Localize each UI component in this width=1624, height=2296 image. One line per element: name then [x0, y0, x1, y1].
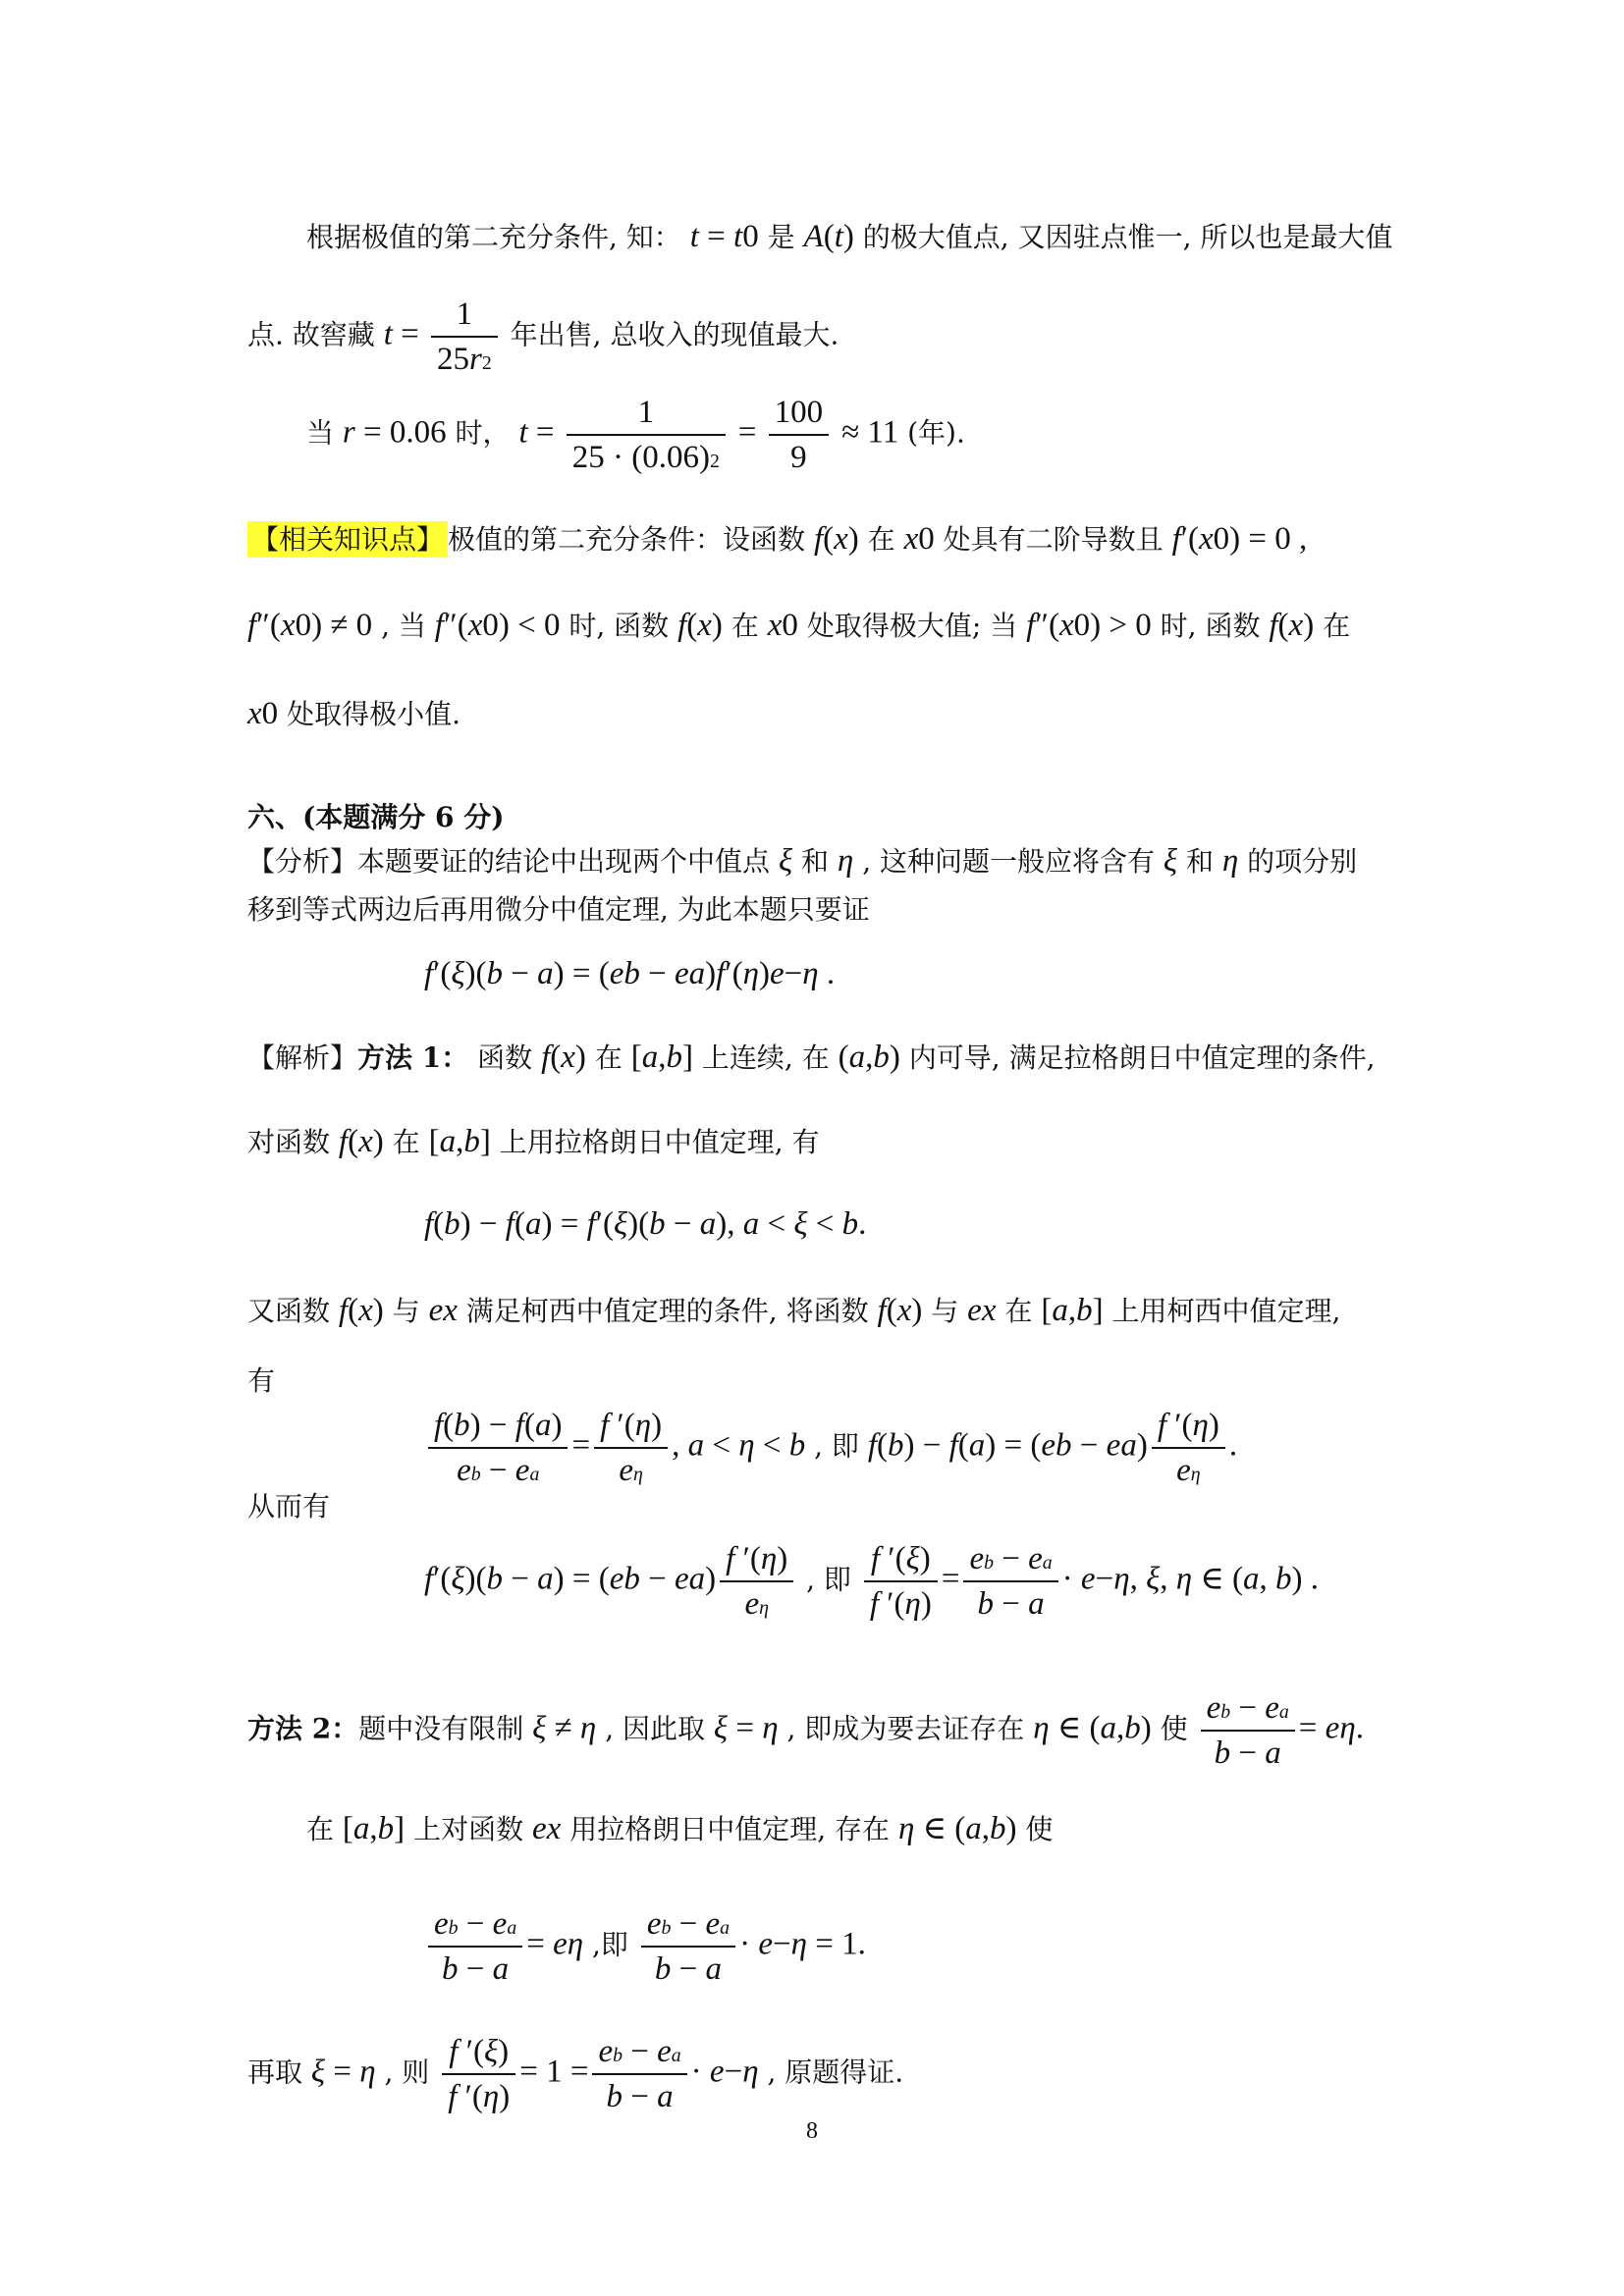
paragraph-line: 【解析】方法 1： 函数 f(x) 在 [a,b] 上连续, 在 (a,b) 内可导, 满足拉格朗日中值定理的条件, — [247, 1040, 1376, 1075]
text: 题中没有限制 — [358, 1712, 524, 1745]
text: 处具有二阶导数且 — [943, 523, 1164, 556]
paragraph-line: 根据极值的第二充分条件, 知： $t = t_0$ 是 A(t) 的极大值点, 又因驻点惟一, 所以也是最大值 — [306, 219, 1393, 254]
text: , 即 — [806, 1563, 851, 1596]
paragraph-line: 当 r = 0.06 时， t = $\frac{1}{25 \cdot (0.06)^2}$ = $\frac{100}{9}$ ≈ 11 (年). — [306, 391, 965, 479]
paragraph-line: 再取 ξ = η , 则 $\frac{f '(\xi)}{f '(\eta)}$ = 1 = $\frac{e^b - e^a}{b - a}$ · $e^{-\eta}$ , 原题得证. — [247, 2030, 903, 2118]
text: 和 — [800, 845, 829, 878]
paragraph-line: 点. 故窖藏 t = $\frac{1}{25r^2}$ 年出售, 总收入的现值最大. — [247, 293, 839, 381]
text: 的极大值点, 又因驻点惟一, 所以也是最大值 — [862, 221, 1393, 253]
text: 函数 — [477, 1041, 533, 1074]
paragraph-line: $f''(x_0) \ne 0$ , 当 $f''(x_0) < 0$ 时, 函数 f(x) 在 $x_0$ 处取得极大值; 当 $f''(x_0) > 0$ 时, 函数 f(x) 在 — [247, 608, 1351, 643]
text: 时， — [455, 416, 511, 450]
text: 的项分别 — [1247, 845, 1358, 878]
fraction: $\frac{1}{25r^2}$ — [431, 293, 498, 381]
text: 上用柯西中值定理, — [1111, 1295, 1341, 1327]
text: , 则 — [384, 2056, 430, 2089]
text: 时, 函数 — [1160, 610, 1261, 642]
math: t — [689, 219, 699, 254]
paragraph-line: 方法 2：题中没有限制 ξ ≠ η , 因此取 ξ = η , 即成为要去证存在 η ∈ (a,b) 使 $\frac{e^b - e^a}{b - a}$ = $e^\eta$. — [247, 1686, 1364, 1775]
page-number: 8 — [806, 2118, 818, 2144]
text: 年出售, 总收入的现值最大. — [510, 318, 839, 351]
equation: $f'(\xi)(b - a) = (e^b - e^a)$ $\frac{f '(\eta)}{e^\eta}$ , 即 $\frac{f '(\xi)}{f '(\eta)}$ = $\frac{e^b - e^a}{b - a}$ · $e^{-\eta}$, ξ, η ∈ (a, b) . — [424, 1537, 1319, 1626]
text: 时, 函数 — [568, 610, 670, 642]
text: 【分析】 — [247, 845, 358, 878]
text: 在 — [867, 523, 895, 556]
text: 使 — [1025, 1813, 1054, 1845]
text: 处取得极小值. — [287, 698, 460, 730]
fraction: $\frac{100}{9}$ — [769, 391, 830, 479]
paragraph-line: 【相关知识点】 极值的第二充分条件：设函数 f(x) 在 $x_0$ 处具有二阶导数且 $f'(x_0) = 0$ , — [247, 522, 1307, 557]
text: 方法 2： — [247, 1712, 359, 1745]
equation: f(b) − f(a) = f′(ξ)(b − a), a < ξ < b. — [424, 1206, 867, 1242]
text: 在 — [594, 1041, 623, 1074]
text: 移到等式两边后再用微分中值定理, 为此本题只要证 — [247, 893, 870, 926]
paragraph-line — [247, 893, 870, 927]
paragraph-line: 对函数 f(x) 在 [a,b] 上用拉格朗日中值定理, 有 — [247, 1124, 820, 1159]
text: ,即 — [592, 1928, 628, 1961]
text: 本题要证的结论中出现两个中值点 — [357, 845, 771, 878]
text: (年). — [907, 416, 965, 450]
text: 根据极值的第二充分条件, 知： — [306, 221, 681, 253]
text: 在 — [306, 1813, 335, 1845]
text: 上连续, 在 — [701, 1041, 830, 1074]
text: 处取得极大值; 当 — [806, 610, 1018, 642]
text: , 当 — [381, 610, 426, 642]
paragraph-line: 在 [a,b] 上对函数 $e^x$ 用拉格朗日中值定理, 存在 η ∈ (a,b) 使 — [306, 1811, 1054, 1846]
text: 是 — [767, 221, 795, 253]
text: 满足柯西中值定理的条件, 将函数 — [465, 1295, 869, 1327]
text: , 原题得证. — [767, 2056, 904, 2089]
text: 与 — [931, 1295, 959, 1327]
text: 和 — [1185, 845, 1214, 878]
paragraph-line: 从而有 — [247, 1490, 331, 1522]
equation: $\frac{f(b) - f(a)}{e^b - e^a}$ = $\frac{f '(\eta)}{e^\eta}$ , a < η < b , 即 $f(b) - f(a) = (e^b - e^a)$ $\frac{f '(\eta)}{e^\eta}$ . — [424, 1404, 1237, 1492]
text: 再取 — [247, 2056, 303, 2089]
text: 使 — [1160, 1712, 1188, 1745]
fraction: $\frac{1}{25 \cdot (0.06)^2}$ — [567, 391, 726, 479]
text: 在 — [1004, 1295, 1033, 1327]
paragraph-line: 【分析】本题要证的结论中出现两个中值点 ξ 和 η , 这种问题一般应将含有 ξ 和 η 的项分别 — [247, 843, 1358, 879]
equation: $\frac{e^b - e^a}{b - a}$ = $e^\eta$ ,即 $\frac{e^b - e^a}{b - a}$ · $e^{-\eta} = 1$. — [424, 1902, 866, 1991]
text: 在 — [392, 1126, 420, 1158]
section-title: 六、(本题满分 6 分) — [247, 801, 505, 833]
text: 上用拉格朗日中值定理, 有 — [499, 1126, 820, 1158]
text: 方法 1： — [357, 1041, 469, 1074]
text: 点. 故窖藏 — [247, 318, 375, 351]
text: 用拉格朗日中值定理, 存在 — [569, 1813, 891, 1845]
text: 又函数 — [247, 1295, 331, 1327]
text: , 即成为要去证存在 — [786, 1712, 1025, 1745]
text: 与 — [392, 1295, 420, 1327]
text: 上对函数 — [413, 1813, 524, 1845]
text: 在 — [731, 610, 759, 642]
equation: $f'(\xi)(b - a) = (e^b - e^a)f'(\eta)e^{-\eta}$ . — [424, 956, 836, 991]
paragraph-line: $x_0$ 处取得极小值. — [247, 696, 460, 731]
paragraph-line: 又函数 f(x) 与 $e^x$ 满足柯西中值定理的条件, 将函数 f(x) 与 $e^x$ 在 [a,b] 上用柯西中值定理, — [247, 1293, 1341, 1328]
text: 内可导, 满足拉格朗日中值定理的条件, — [908, 1041, 1376, 1074]
text: , 即 — [814, 1429, 859, 1463]
text: 在 — [1323, 610, 1351, 642]
paragraph-line: 有 — [247, 1364, 276, 1397]
text: 对函数 — [247, 1126, 331, 1158]
text: 当 — [306, 416, 335, 450]
text: 极值的第二充分条件：设函数 — [448, 523, 806, 556]
text: , 这种问题一般应将含有 — [862, 845, 1155, 878]
text: , 因此取 — [605, 1712, 706, 1745]
knowledge-tag: 【相关知识点】 — [247, 521, 448, 558]
text: 【解析】 — [247, 1041, 358, 1074]
